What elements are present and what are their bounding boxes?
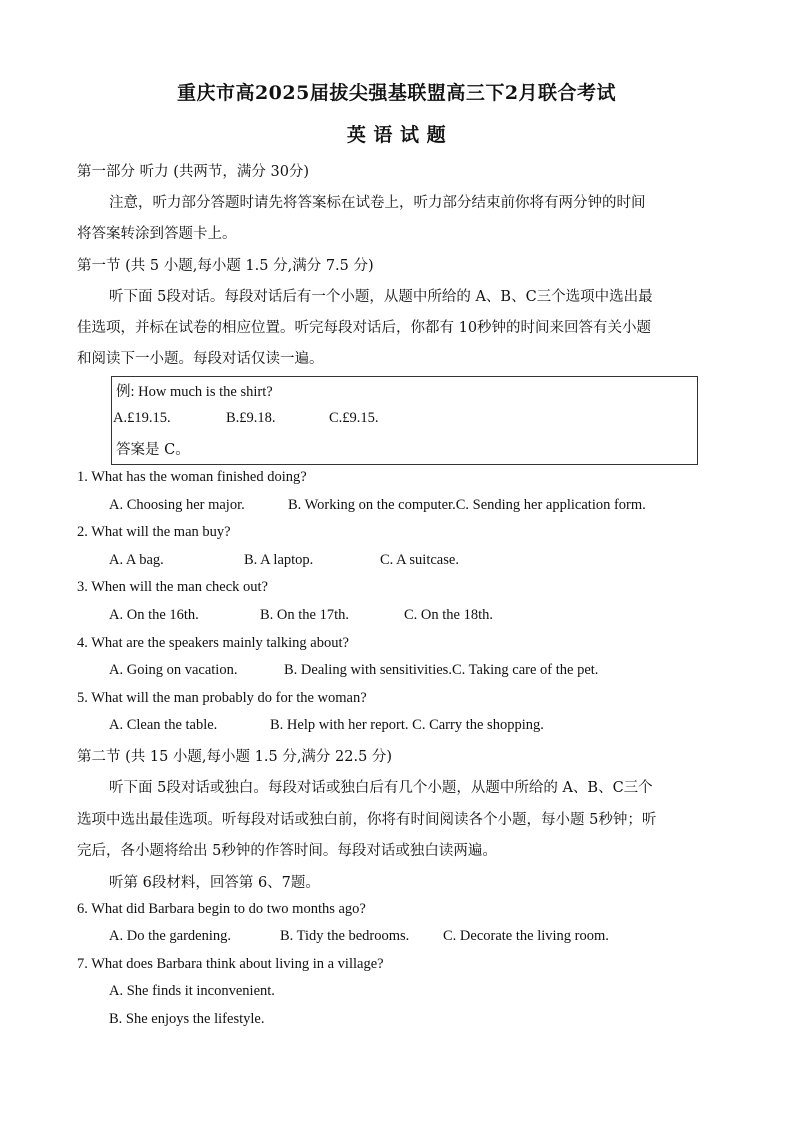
question-7-stem: 7. What does Barbara think about living in a village? bbox=[77, 956, 384, 972]
question-5-stem: 5. What will the man probably do for the woman? bbox=[77, 690, 367, 706]
question-3-stem: 3. When will the man check out? bbox=[77, 579, 268, 595]
question-1-option-bc: B. Working on the computer.C. Sending her application form. bbox=[288, 497, 646, 513]
question-7-option-b: B. She enjoys the lifestyle. bbox=[109, 1011, 265, 1027]
section1-heading: 第一节 (共 5 小题,每小题 1.5 分,满分 7.5 分) bbox=[77, 258, 374, 274]
question-5-option-a: A. Clean the table. bbox=[109, 717, 218, 733]
question-5-option-bc: B. Help with her report. C. Carry the shopping. bbox=[270, 717, 544, 733]
section1-instruction-line2: 佳选项，并标在试卷的相应位置。听完每段对话后，你都有 10秒钟的时间来回答有关小题 bbox=[77, 320, 652, 336]
example-option-c: C.£9.15. bbox=[329, 410, 379, 426]
question-2-option-b: B. A laptop. bbox=[244, 552, 314, 568]
question-4-stem: 4. What are the speakers mainly talking about? bbox=[77, 635, 349, 651]
exam-subtitle: 英 语 试 题 bbox=[346, 124, 447, 146]
section2-instruction-line1: 听下面 5段对话或独白。每段对话或独白后有几个小题，从题中所给的 A、B、C三个 bbox=[109, 780, 653, 796]
section1-instruction-line1: 听下面 5段对话。每段对话后有一个小题，从题中所给的 A、B、C三个选项中选出最 bbox=[109, 289, 653, 305]
question-3-option-b: B. On the 17th. bbox=[260, 607, 350, 623]
part1-note-line2: 将答案转涂到答题卡上。 bbox=[77, 226, 237, 242]
question-6-option-c: C. Decorate the living room. bbox=[443, 928, 609, 944]
section2-instruction-line2: 选项中选出最佳选项。听每段对话或独白前，你将有时间阅读各个小题，每小题 5秒钟；听 bbox=[77, 812, 657, 828]
question-4-option-a: A. Going on vacation. bbox=[109, 662, 238, 678]
section2-heading: 第二节 (共 15 小题,每小题 1.5 分,满分 22.5 分) bbox=[77, 749, 393, 765]
section1-instruction-line3: 和阅读下一小题。每段对话仅读一遍。 bbox=[77, 351, 324, 367]
question-2-option-a: A. A bag. bbox=[109, 552, 164, 568]
material-6-instruction: 听第 6段材料，回答第 6、7题。 bbox=[109, 875, 320, 891]
example-answer: 答案是 C。 bbox=[116, 442, 190, 458]
question-4-option-bc: B. Dealing with sensitivities.C. Taking care of the pet. bbox=[284, 662, 599, 678]
section2-instruction-line3: 完后，各小题将给出 5秒钟的作答时间。每段对话或独白读两遍。 bbox=[77, 843, 497, 859]
example-option-a: A.£19.15. bbox=[113, 410, 171, 426]
question-3-option-a: A. On the 16th. bbox=[109, 607, 199, 623]
question-7-option-a: A. She finds it inconvenient. bbox=[109, 983, 275, 999]
question-1-option-a: A. Choosing her major. bbox=[109, 497, 245, 513]
question-3-option-c: C. On the 18th. bbox=[404, 607, 494, 623]
question-2-option-c: C. A suitcase. bbox=[380, 552, 459, 568]
part1-note-line1: 注意，听力部分答题时请先将答案标在试卷上，听力部分结束前你将有两分钟的时间 bbox=[109, 195, 646, 211]
example-question: 例: How much is the shirt? bbox=[116, 384, 273, 400]
question-2-stem: 2. What will the man buy? bbox=[77, 524, 231, 540]
question-1-stem: 1. What has the woman finished doing? bbox=[77, 469, 307, 485]
exam-title: 重庆市高2025届拔尖强基联盟高三下2月联合考试 bbox=[176, 82, 617, 104]
question-6-option-b: B. Tidy the bedrooms. bbox=[280, 928, 410, 944]
example-option-b: B.£9.18. bbox=[226, 410, 276, 426]
question-6-stem: 6. What did Barbara begin to do two months ago? bbox=[77, 901, 366, 917]
question-6-option-a: A. Do the gardening. bbox=[109, 928, 232, 944]
part1-heading: 第一部分 听力 (共两节，满分 30分) bbox=[77, 164, 310, 180]
